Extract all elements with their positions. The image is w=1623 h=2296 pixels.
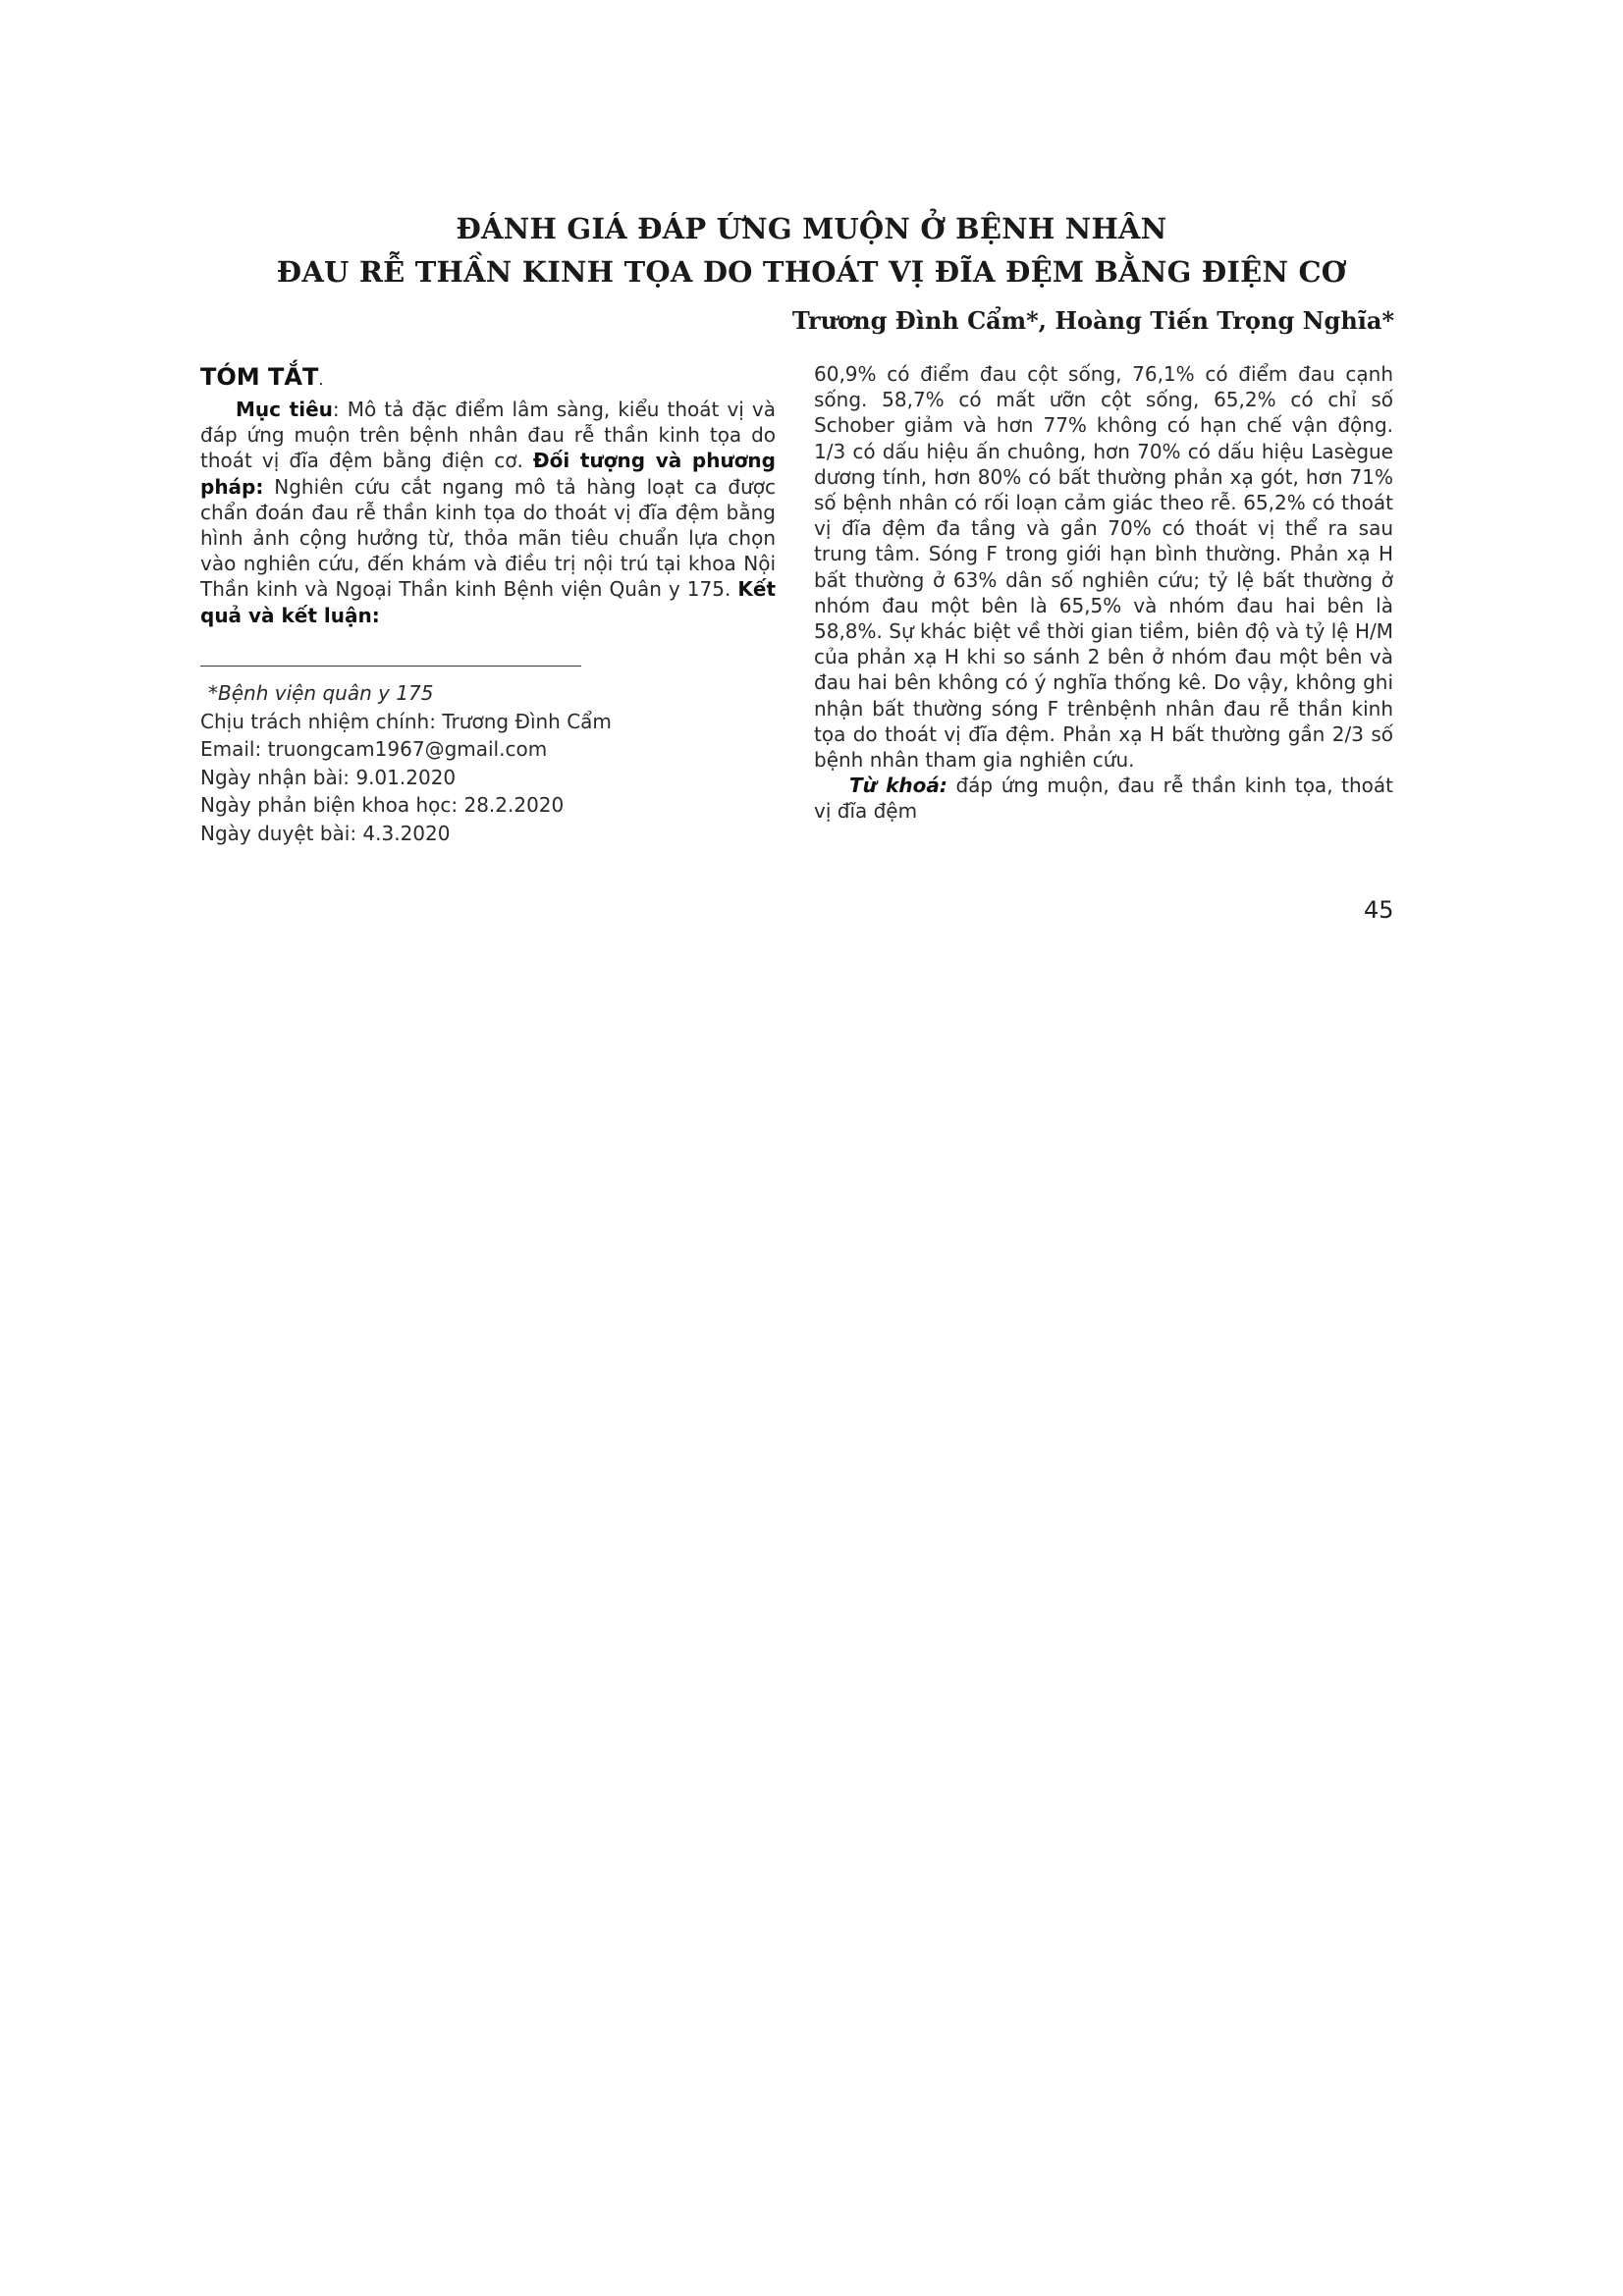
article-title-line-1: ĐÁNH GIÁ ĐÁP ỨNG MUỘN Ở BỆNH NHÂN: [456, 212, 1167, 245]
footnote-review-date: Ngày phản biện khoa học: 28.2.2020: [200, 793, 565, 818]
footnote-received-date: Ngày nhận bài: 9.01.2020: [200, 765, 457, 789]
abstract-heading: [200, 363, 776, 391]
article-title-line-2: ĐAU RỄ THẦN KINH TỌA DO THOÁT VỊ ĐĨA ĐỆM BẰNG ĐIỆN CƠ: [276, 255, 1347, 289]
left-column: [200, 363, 776, 628]
right-column: [814, 361, 1393, 825]
author-list: Trương Đình Cẩm*, Hoàng Tiến Trọng Nghĩa*: [791, 306, 1394, 335]
footnote-email: Email: truongcam1967@gmail.com: [200, 737, 548, 762]
abstract-paragraph-left: [200, 397, 776, 628]
footnote-affiliation: *Bệnh viện quân y 175: [208, 681, 434, 705]
abstract-heading-text: TÓM TẮT: [200, 363, 319, 391]
keywords-paragraph: [814, 773, 1393, 824]
keywords-label: Từ khoá:: [849, 774, 947, 798]
methods-label: Đối tượng và phương pháp:: [200, 449, 776, 499]
results-text: 60,9% có điểm đau cột sống, 76,1% có điểm đau cạnh sống. 58,7% có mất ưỡn cột sống, 65,2% có chỉ số Schober giảm và hơn 77% không có hạn chế vận động. 1/3 có dấu hiệu ấn chuông, hơn 70% có dấu hiệu Lasègue dương tính, hơn 80% có bất thường phản xạ gót, hơn 71% số bệnh nhân có rối loạn cảm giác theo rễ. 65,2% có thoát vị đĩa đệm đa tầng và gần 70% có thoát vị thể ra sau trung tâm. Sóng F trong giới hạn bình thường. Phản xạ H bất thường ở 63% dân số nghiên cứu; tỷ lệ bất thường ở nhóm đau một bên là 65,5% và nhóm đau hai bên là 58,8%. Sự khác biệt về thời gian tiềm, biên độ và tỷ lệ H/M của phản xạ H khi so sánh 2 bên ở nhóm đau một bên và đau hai bên không có ý nghĩa thống kê. Do vậy, không ghi nhận bất thường sóng F trênbệnh nhân đau rễ thần kinh tọa do thoát vị đĩa đệm. Phản xạ H bất thường gần 2/3 số bệnh nhân tham gia nghiên cứu.: [814, 362, 1393, 773]
results-label: Kết quả và kết luận:: [200, 577, 776, 627]
page-number: 45: [1364, 896, 1394, 924]
abstract-heading-suffix: .: [318, 370, 324, 389]
objective-label: Mục tiêu: [236, 398, 333, 421]
objective-text: : Mô tả đặc điểm lâm sàng, kiểu thoát vị và đáp ứng muộn trên bệnh nhân đau rễ thần kinh tọa do thoát vị đĩa đệm bằng điện cơ.: [200, 398, 776, 473]
keywords-text: đáp ứng muộn, đau rễ thần kinh tọa, thoát vị đĩa đệm: [814, 774, 1393, 824]
footnote-approval-date: Ngày duyệt bài: 4.3.2020: [200, 821, 451, 845]
methods-text: Nghiên cứu cắt ngang mô tả hàng loạt ca được chẩn đoán đau rễ thần kinh tọa do thoát vị đĩa đệm bằng hình ảnh cộng hưởng từ, thỏa mãn tiêu chuẩn lựa chọn vào nghiên cứu, đến khám và điều trị nội trú tại khoa Nội Thần kinh và Ngoại Thần kinh Bệnh viện Quân y 175.: [200, 474, 777, 602]
footnote-divider: [200, 666, 581, 667]
footnote-responsible-author: Chịu trách nhiệm chính: Trương Đình Cẩm: [200, 709, 612, 733]
footnotes: [200, 679, 612, 848]
